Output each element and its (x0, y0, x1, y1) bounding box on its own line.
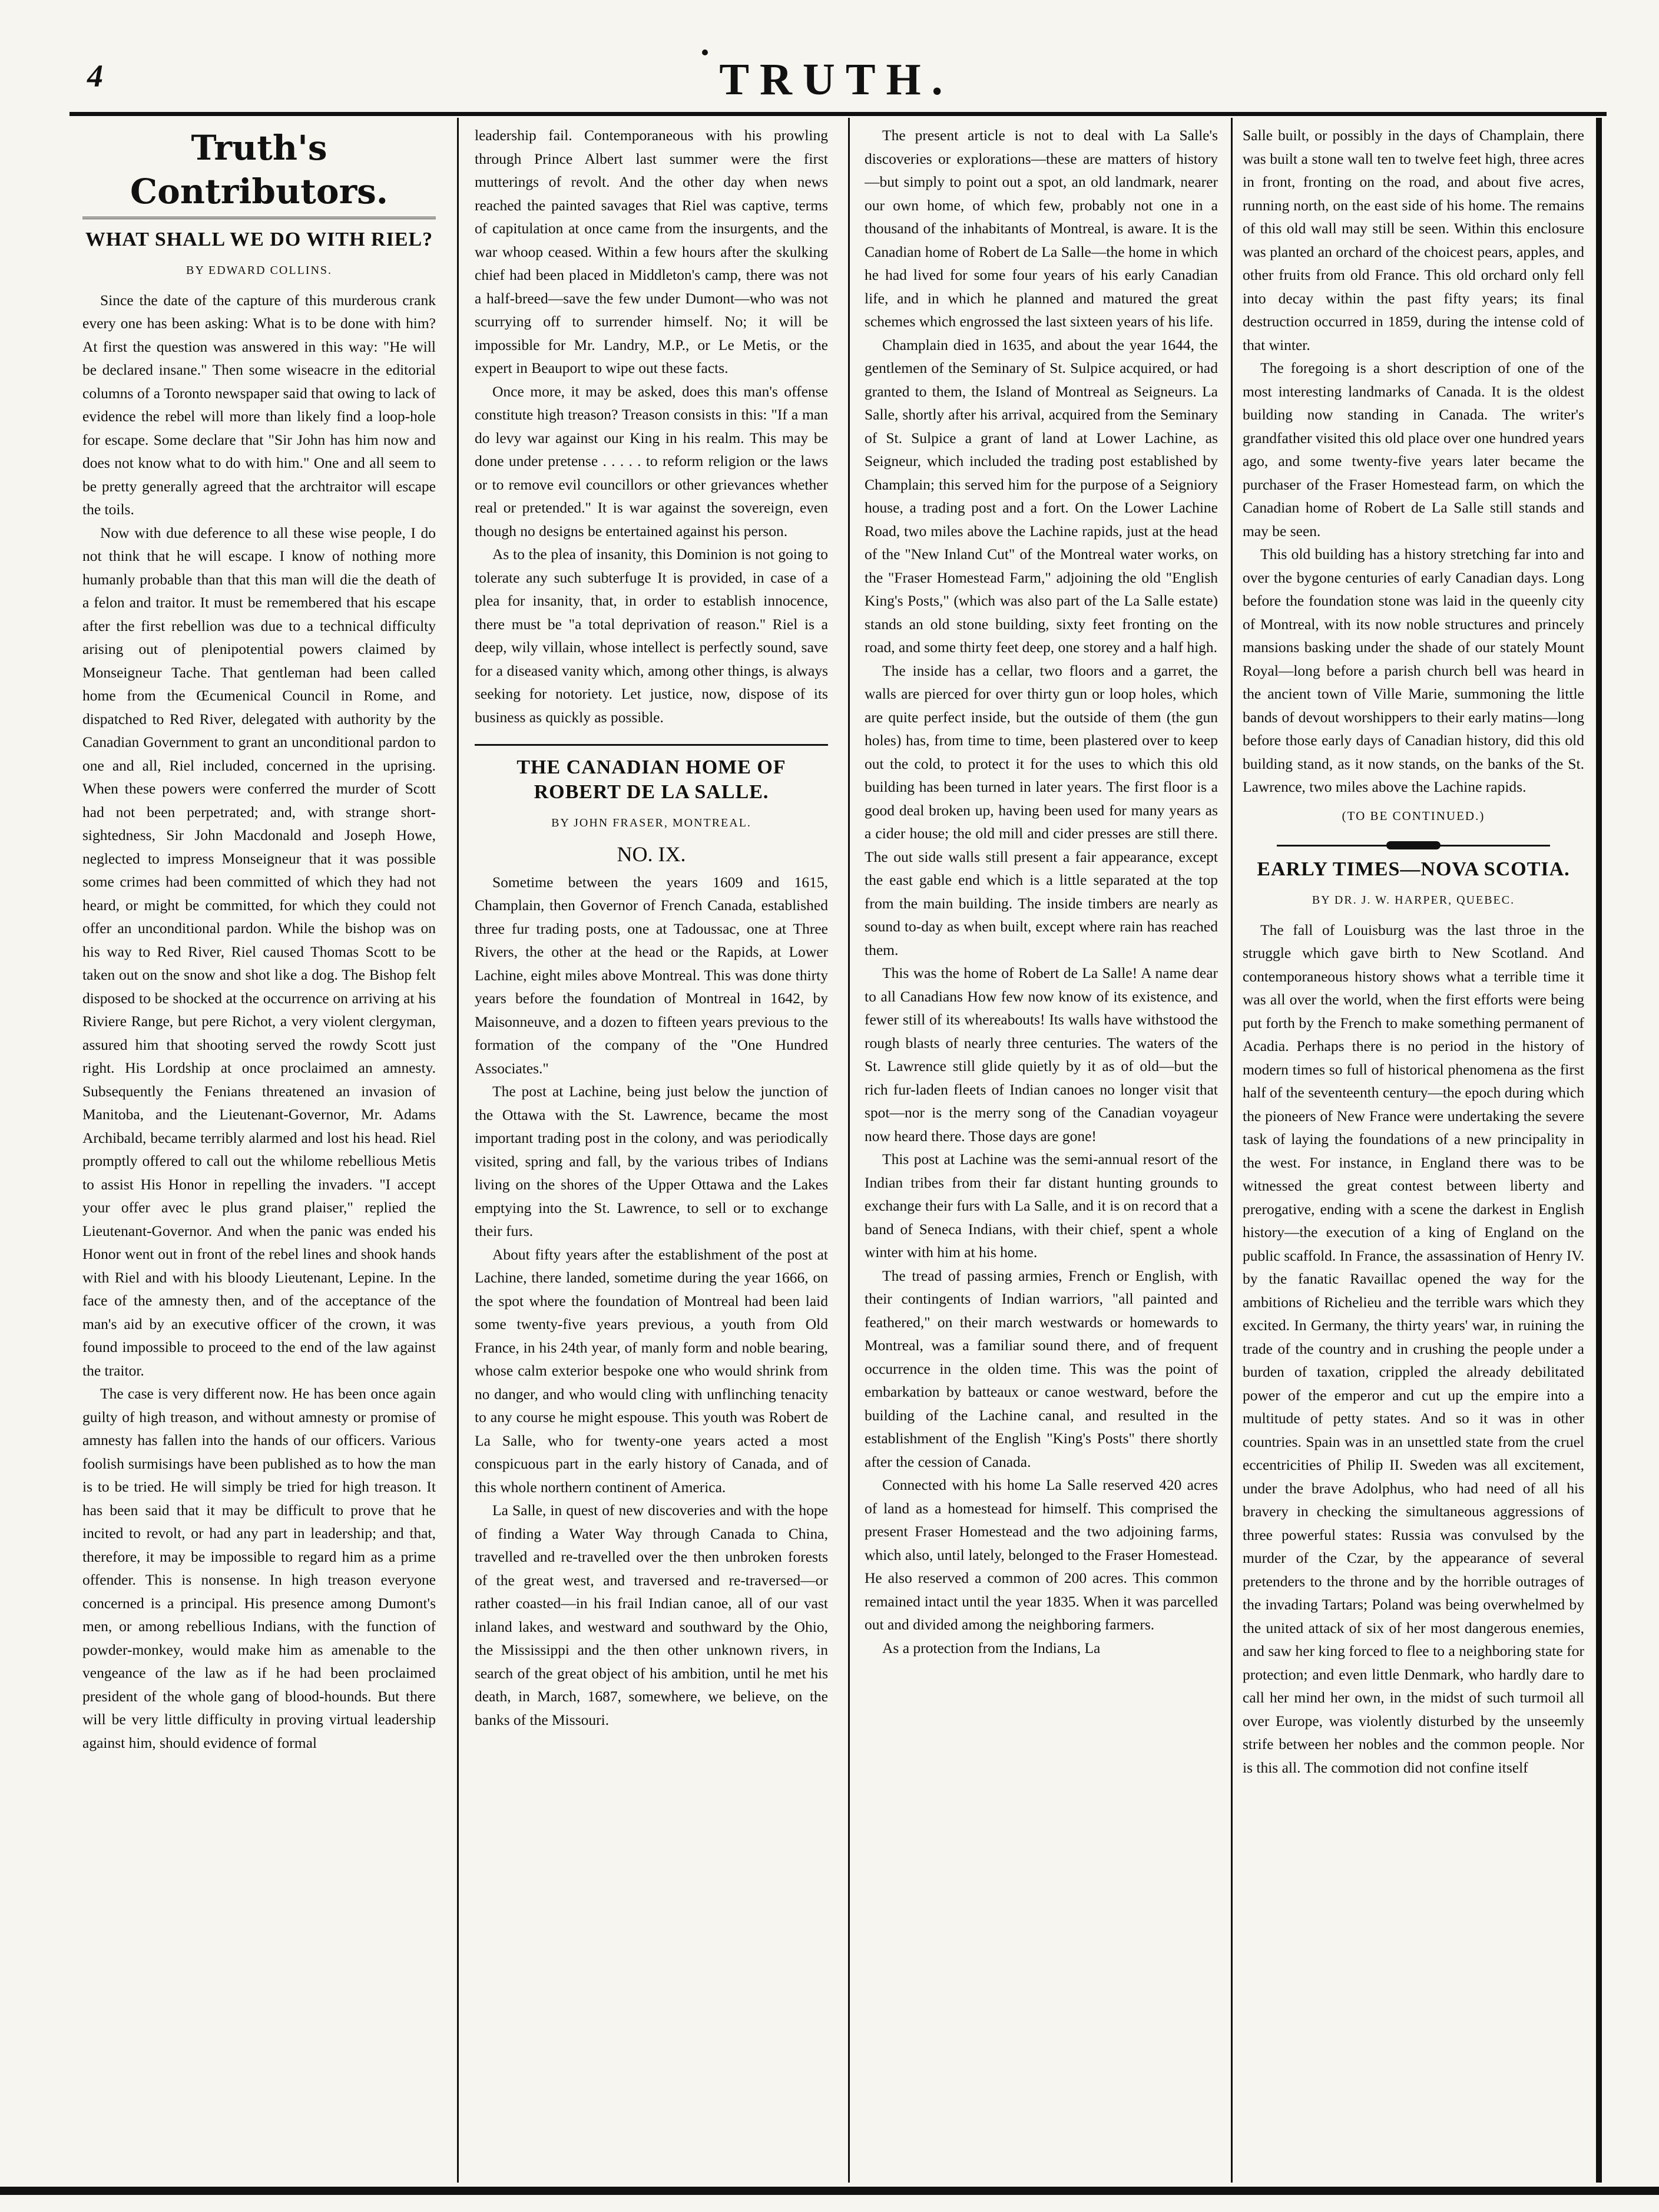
article-headline: EARLY TIMES—NOVA SCOTIA. (1257, 858, 1570, 880)
article-paragraph: leadership fail. Contemporaneous with his prowling through Prince Albert last summer were the first mutterings of revolt. And the other day when news reached the painted savages that Riel was captive, terms of capitulation at once came from the insurgents, and the war whoop ceased. Within a few hours after the skulking chief had been placed in Middleton's camp, there was not a half-breed—save the few under Dumont—who was not scurrying off to surrender himself. No; it will be impossible for Mr. Landry, M.P., or Le Metis, or the expert in Beauport to wipe out these facts. (475, 127, 828, 376)
section-divider (82, 217, 436, 219)
article-paragraph: This old building has a history stretching far into and over the bygone centuries of early Canadian days. Long before the foundation stone was laid in the queenly city of Montreal, with its now noble structures and princely mansions basking under the shade of our stately Mount Royal—long before a parish church bell was heard in the ancient town of Ville Marie, summoning the little bands of devout worshippers to their early matins—long before those early days of Canadian history, did this old building stand, as it now stands, on the banks of the St. Lawrence, two miles above the Lachine rapids. (1243, 545, 1584, 795)
article-paragraph: Once more, it may be asked, does this man's offense constitute high treason? Treason consists in this: "If a man do levy war against our King in his realm. This may be done under pretense . . . . . to reform religion or the laws or to remove evil councillors or other grievances whether real or pretended." It is war against the sovereign, even though no designs be entertained against his person. (475, 382, 828, 540)
article-paragraph: Salle built, or possibly in the days of Champlain, there was built a stone wall ten to twelve feet high, three acres in front, fronting on the road, and about five acres, running north, on the east side of his home. The remains of this old wall may still be seen. Within this enclosure was planted an orchard of the choicest pears, apples, and other fruits from old France. This old orchard only fell into decay within the past fifty years; its final destruction occurred in 1859, during the intense cold of that winter. (1243, 127, 1584, 353)
masthead-title: TRUTH. (719, 55, 953, 104)
column-rule (457, 118, 459, 2183)
column-4 (1243, 124, 1584, 2174)
page-header (71, 54, 1602, 107)
article-number: NO. IX. (617, 842, 686, 866)
article-paragraph: This post at Lachine was the semi-annual resort of the Indian tribes from their far distant hunting grounds to exchange their furs with La Salle, and it is on record that a band of Seneca Indians, with their chief, spent a whole winter with him at his home. (865, 1150, 1218, 1261)
article-paragraph: Champlain died in 1635, and about the year 1644, the gentlemen of the Seminary of St. Sulpice acquired, or had granted to them, the Island of Montreal as Seigneurs. La Salle, shortly after his arrival, acquired from the Seminary of St. Sulpice a grant of land at Lower Lachine, as Seigneur, which included the trading post established by Champlain; this served him for the purpose of a Seigniory house, a trading post and a fort. On the Lower Lachine Road, two miles above the Lachine rapids, just at the head of the "New Inland Cut" of the Montreal water works, on the "Fraser Homestead Farm," adjoining the old "English King's Posts," (which was also part of the La Salle estate) stands an old stone building, sixty feet fronting on the road, and some thirty feet deep, one storey and a half high. (865, 336, 1218, 656)
article-headline: THE CANADIAN HOME OF ROBERT DE LA SALLE. (516, 756, 786, 803)
column-rule (1231, 118, 1233, 2183)
article-paragraph: The post at Lachine, being just below the junction of the Ottawa with the St. Lawrence, became the most important trading post in the colony, and was periodically visited, spring and fall, by the various tribes of Indians living on the shores of the Upper Ottawa and the Lakes emptying into the St. Lawrence, to sell or to exchange their furs. (475, 1083, 828, 1239)
page-number: 4 (87, 58, 103, 94)
article-byline: BY DR. J. W. HARPER, QUEBEC. (1312, 894, 1515, 907)
section-header: Truth's Contributors. (130, 128, 388, 211)
article-paragraph: Sometime between the years 1609 and 1615, Champlain, then Governor of French Canada, established three fur trading posts, one at Tadoussac, one at Three Rivers, the other at the head or the Rapids, at Lower Lachine, eight miles above Montreal. This was done thirty years before the foundation of Montreal in 1642, by Maisonneuve, and a dozen to fifteen years previous to the formation of the company of the "One Hundred Associates." (475, 873, 828, 1077)
article-paragraph: The fall of Louisburg was the last throe in the struggle which gave birth to New Scotland. And contemporaneous history shows what a terrible time it was all over the world, when the first efforts were being put forth by the French to make something permanent of Acadia. Perhaps there is no period in the history of modern times so full of historical phenomena as the first half of the seventeenth century—the epoch during which the pioneers of New France were undertaking the severe task of laying the foundations of a new principality in the west. For instance, in England there was to be witnessed the great contest between liberty and prerogative, ending with a scene the darkest in English history—the execution of a king of England on the public scaffold. In France, the assassination of Henry IV. by the fanatic Ravaillac opened the way for the ambitions of Richelieu and the terrible wars which they excited. In Germany, the thirty years' war, in ruining the trade of the country and in crushing the people under a burden of taxation, crippled the already debilitated power of the emperor and cut up the empire into a multitude of petty states. And so it was in other countries. Spain was in an unsettled state from the cruel eccentricities of Philip II. Sweden was all excitement, under the brave Adolphus, who had need of all his bravery in checking the simultaneous aggressions of three powerful states: Russia was convulsed by the murder of the Czar, by the appearance of several pretenders to the throne and by the horrible outrages of the invading Tartars; Poland was being overwhelmed by the united attack of six of her most dangerous enemies, and saw her king forced to flee to a neighboring state for protection; and even little Denmark, who hardly dare to call her mind her own, in the midst of such turmoil all over Europe, was violently disturbed by the unseemly strife between her nobles and the common people. Nor is this all. The commotion did not confine itself (1243, 921, 1584, 1776)
column-2 (475, 124, 828, 2174)
article-paragraph: The tread of passing armies, French or English, with their contingents of Indian warriors, "all painted and feathered," on their march westwards or homewards to Montreal, was a familiar sound there, and of frequent occurrence in the olden time. This was the point of embarkation by batteaux or canoe westward, before the building of the Lachine canal, and resulted in the establishment of the English "King's Posts" there shortly after the cession of Canada. (865, 1267, 1218, 1470)
article-paragraph: Connected with his home La Salle reserved 420 acres of land as a homestead for himself. This comprised the present Fraser Homestead and the two adjoining farms, which also, until lately, belonged to the Fraser Homestead. He also reserved a common of 200 acres. This common remained intact until the year 1835. When it was parcelled out and divided among the neighboring farmers. (865, 1476, 1218, 1633)
column-rule (848, 118, 850, 2183)
article-byline: BY EDWARD COLLINS. (186, 264, 333, 277)
ornament-divider (1243, 839, 1584, 851)
article-byline: BY JOHN FRASER, MONTREAL. (551, 816, 751, 829)
article-paragraph: The foregoing is a short description of one of the most interesting landmarks of Canada. It is the oldest building now standing in Canada. The writer's grandfather visited this old place over one hundred years ago, and some twenty-five years later became the purchaser of the Fraser Homestead farm, on which the Canadian home of Robert de La Salle still stands and may be seen. (1243, 359, 1584, 540)
article-paragraph: The inside has a cellar, two floors and a garret, the walls are pierced for over thirty gun or loop holes, which are quite perfect inside, but the outside of them (the gun holes) has, from time to time, been plastered over to keep out the cold, to protect it for the uses to which this old building has been turned in later years. The first floor is a good deal broken up, having been used for many years as a cider house; the old mill and cider presses are still there. The out side walls still present a fair appearance, except the east gable end which is a little separated at the top from the main building. The inside timbers are nearly as sound to-day as when built, except where rain has reached them. (865, 662, 1218, 958)
article-divider (475, 744, 828, 746)
article-paragraph: As to the plea of insanity, this Dominion is not going to tolerate any such subterfuge It is provided, in case of a plea for insanity, that, in order to establish innocence, there must be "a total deprivation of reason." Riel is a deep, wily villain, whose intellect is perfectly sound, save for a diseased vanity which, among other things, is always seeking for notoriety. Let justice, now, dispose of its business as quickly as possible. (475, 545, 828, 726)
article-paragraph: La Salle, in quest of new discoveries and with the hope of finding a Water Way through Canada to China, travelled and re-travelled over the then unbroken forests of the great west, and traversed and re-traversed—or rather coasted—in his frail Indian canoe, all of our vast inland lakes, and westward and southward by the Ohio, the Mississippi and the then other unknown rivers, in search of the great object of his ambition, until he met his death, in March, 1687, somewhere, we believe, on the banks of the Missouri. (475, 1502, 828, 1728)
article-paragraph: This was the home of Robert de La Salle! A name dear to all Canadians How few now know of its existence, and fewer still of its whereabouts! Its walls have withstood the rough blasts of nearly three centuries. The waters of the St. Lawrence still glide quietly by it as of old—but the rich fur-laden fleets of Indian canoes no longer visit that spot—nor is the merry song of the Canadian voyageur now heard there. Those days are gone! (865, 964, 1218, 1145)
article-paragraph: About fifty years after the establishment of the post at Lachine, there landed, sometime during the year 1666, on the spot where the foundation of Montreal had been laid some twenty-five years previous, a youth from Old France, in his 24th year, of manly form and noble bearing, whose calm exterior bespoke one who would shrink from no danger, and who would cling with unflinching tenacity to any course he might espouse. This youth was Robert de La Salle, who for twenty-one years acted a most conspicuous part in the early history of Canada, and of this whole northern continent of America. (475, 1245, 828, 1496)
article-paragraph: The present article is not to deal with La Salle's discoveries or explorations—these are matters of history—but simply to point out a spot, an old landmark, nearer our own home, of which few, probably not one in a thousand of the inhabitants of Montreal, is aware. It is the Canadian home of Robert de La Salle—the home in which he had lived for some four years of his early Canadian life, and in which he planned and matured the great schemes which engrossed the last sixteen years of his life. (865, 127, 1218, 330)
continued-note: (TO BE CONTINUED.) (1342, 808, 1485, 823)
column-3 (865, 124, 1218, 2174)
footer-rule (0, 2187, 1659, 2195)
article-paragraph: Since the date of the capture of this murderous crank every one has been asking: What is to be done with him? At first the question was answered in this way: "He will be declared insane." Then some wiseacre in the editorial columns of a Toronto newspaper said that owing to lack of evidence the rebel will more than likely find a loop-hole for escape. Some declare that "Sir John has him now and does not know what to do with him." One and all seem to be pretty generally agreed that the archtraitor will escape the toils. (82, 291, 436, 518)
article-paragraph: As a protection from the Indians, La (882, 1639, 1101, 1656)
article-paragraph: The case is very different now. He has been once again guilty of high treason, and without amnesty or promise of amnesty has fallen into the hands of our officers. Various foolish surmisings have been published as to how the man is to be tried. He will simply be tried for high treason. It has been said that it may be difficult to prove that he incited to revolt, or had any part in leadership; and that, therefore, it may be impossible to regard him as a prime offender. This is nonsense. In high treason everyone concerned is a principal. His presence among Dumont's men, or among rebellious Indians, with the function of powder-monkey, would make him as amenable to the vengeance of the law as if he had been proclaimed president of the whole gang of blood-hounds. But there will be very little difficulty in proving virtual leadership against him, should evidence of formal (82, 1385, 436, 1751)
article-headline: WHAT SHALL WE DO WITH RIEL? (85, 229, 433, 250)
column-1 (82, 124, 436, 2174)
header-rule (69, 112, 1607, 116)
page-edge-rule (1596, 118, 1602, 2183)
article-paragraph: Now with due deference to all these wise people, I do not think that he will escape. I know of nothing more humanly probable than that this man will die the death of a felon and traitor. It must be remembered that his escape after the first rebellion was due to a technical difficulty arising out of plenipotential powers claimed by Monseigneur Tache. That gentleman had been called home from the Œcumenical Council in Rome, and dispatched to Red River, delegated with authority by the Canadian Government to grant an unconditional pardon to one and all, Riel included, concerned in the uprising. When these powers were conferred the murder of Scott had not been perpetrated; and, with strange short-sightedness, Sir John Macdonald and Joseph Howe, neglected to impress Monseigneur that it was possible some crimes had been committed of which they had not heard, or might be committed, for which they could not offer an unconditional pardon. While the bishop was on his way to Red River, Riel caused Thomas Scott to be taken out on the snow and shot like a dog. The Bishop felt disposed to be shocked at the occurrence on arriving at his Riviere Range, but pere Richot, a very violent clergyman, assured him that shooting served the rowdy Scott just right. His Lordship at once proclaimed an amnesty. Subsequently the Fenians threatened an invasion of Manitoba, and the Lieutenant-Governor, Mr. Adams Archibald, became terribly alarmed and lost his head. Riel promptly offered to call out the whilome rebellious Metis to assist His Honor in repelling the invaders. "I accept your offer avec le plus grand plaiser," replied the Lieutenant-Governor. And when the panic was ended his Honor went out in front of the rebel lines and shook hands with Riel and with his bloody Lieutenant, Lepine. In the face of the amnesty then, and of the acceptance of the man's aid by an executive officer of the crown, it was found impossible to proceed to the end of the law against the traitor. (82, 524, 436, 1379)
